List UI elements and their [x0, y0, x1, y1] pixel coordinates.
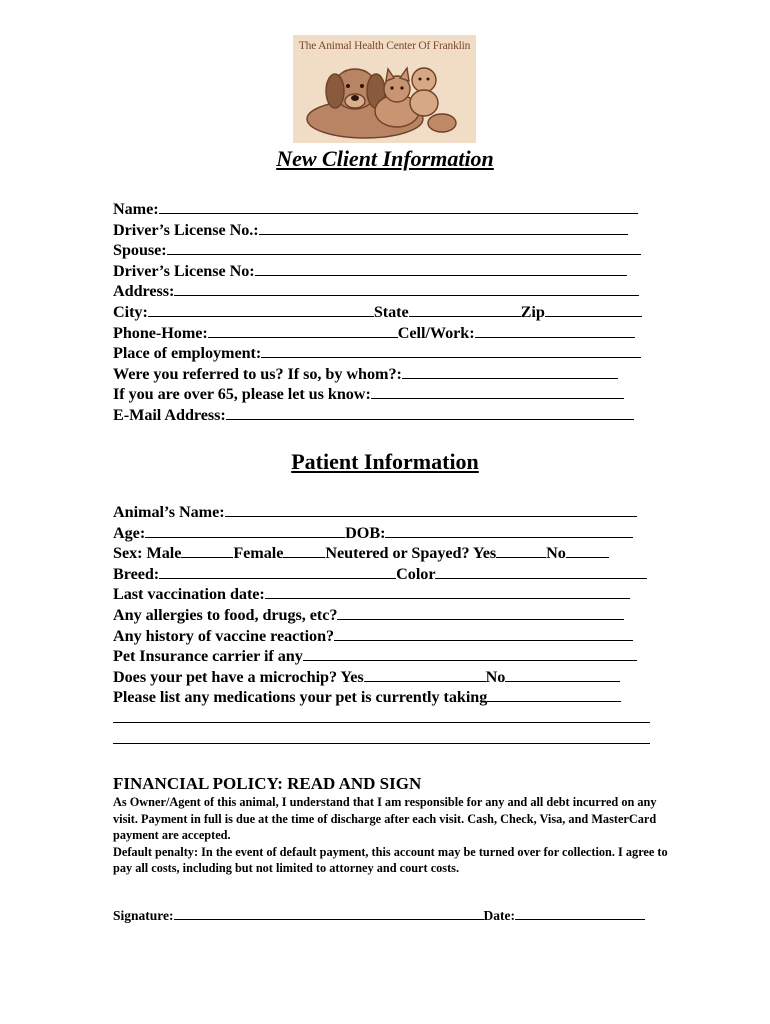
- medications-line-3[interactable]: [113, 729, 650, 744]
- financial-policy-text: [113, 794, 673, 877]
- signature-row: [113, 908, 645, 924]
- microchip-no-label: No: [485, 667, 506, 686]
- breed-field[interactable]: [159, 564, 396, 579]
- vaccination-date-field[interactable]: [265, 584, 630, 599]
- patient-info-title: Patient Information: [291, 449, 479, 474]
- cell-work-field[interactable]: [475, 323, 635, 338]
- phone-home-label: Phone-Home:: [113, 323, 208, 342]
- age-field[interactable]: [145, 523, 345, 538]
- referral-label: Were you referred to us? If so, by whom?:: [113, 364, 402, 383]
- date-field[interactable]: [515, 908, 645, 920]
- microchip-no-field[interactable]: [505, 667, 620, 682]
- animal-name-label: Animal’s Name:: [113, 503, 225, 521]
- email-label: E-Mail Address:: [113, 405, 226, 424]
- name-field[interactable]: [159, 199, 638, 214]
- address-label: Address:: [113, 282, 175, 301]
- medications-field[interactable]: [487, 687, 621, 702]
- state-field[interactable]: [409, 302, 521, 317]
- microchip-yes-field[interactable]: [364, 667, 486, 682]
- neutered-label: Neutered or Spayed? Yes: [325, 544, 497, 563]
- male-field[interactable]: [181, 543, 233, 558]
- vaccine-reaction-label: Any history of vaccine reaction?: [113, 626, 335, 645]
- city-label: City:: [113, 302, 148, 321]
- color-label: Color: [396, 564, 436, 583]
- phone-home-field[interactable]: [208, 323, 398, 338]
- signature-field[interactable]: [174, 908, 484, 920]
- breed-label: Breed:: [113, 564, 160, 583]
- neutered-no-field[interactable]: [566, 543, 609, 558]
- neutered-no-label: No: [546, 544, 566, 563]
- clinic-logo: [293, 35, 476, 143]
- cell-work-label: Cell/Work:: [397, 323, 475, 342]
- state-label: State: [373, 302, 409, 321]
- color-field[interactable]: [435, 564, 647, 579]
- insurance-label: Pet Insurance carrier if any: [113, 647, 303, 666]
- zip-field[interactable]: [545, 302, 642, 317]
- animal-name-field[interactable]: [225, 502, 637, 517]
- spouse-label: Spouse:: [113, 241, 167, 260]
- insurance-field[interactable]: [303, 646, 637, 661]
- name-label: Name:: [113, 200, 159, 218]
- neutered-yes-field[interactable]: [496, 543, 546, 558]
- allergies-field[interactable]: [337, 605, 624, 620]
- vaccine-reaction-field[interactable]: [334, 626, 633, 641]
- financial-paragraph-2: Default penalty: In the event of default payment, this account may be turned over for collection. I agree to pay all costs, including but not limited to attorney and court costs.: [113, 844, 668, 875]
- drivers-license-label: Driver’s License No.:: [113, 220, 259, 239]
- over-65-label: If you are over 65, please let us know:: [113, 385, 371, 404]
- vaccination-date-label: Last vaccination date:: [113, 585, 265, 604]
- age-label: Age:: [113, 523, 146, 542]
- signature-label: Signature:: [113, 908, 174, 923]
- allergies-label: Any allergies to food, drugs, etc?: [113, 605, 338, 624]
- dob-label: DOB:: [345, 523, 386, 542]
- financial-policy-heading: FINANCIAL POLICY: READ AND SIGN: [113, 774, 422, 793]
- employment-label: Place of employment:: [113, 344, 262, 363]
- medications-label: Please list any medications your pet is currently taking: [113, 688, 488, 707]
- sex-male-label: Sex: Male: [113, 544, 182, 563]
- spouse-field[interactable]: [167, 240, 641, 255]
- logo-text: The Animal Health Center Of Franklin: [298, 40, 471, 52]
- microchip-label: Does your pet have a microchip? Yes: [113, 667, 364, 686]
- dob-field[interactable]: [385, 523, 633, 538]
- address-field[interactable]: [174, 281, 639, 296]
- pets-illustration: [293, 53, 476, 143]
- spouse-license-label: Driver’s License No:: [113, 261, 255, 280]
- female-field[interactable]: [283, 543, 325, 558]
- date-label: Date:: [483, 908, 515, 923]
- new-client-title: New Client Information: [276, 146, 494, 171]
- city-field[interactable]: [148, 302, 374, 317]
- spouse-license-field[interactable]: [255, 261, 627, 276]
- financial-paragraph-1: As Owner/Agent of this animal, I understand that I am responsible for any and all debt incurred on any visit. Payment in full is due at the time of discharge after each visit. Cash, Check, Visa, and MasterCard payment are accepted.: [113, 795, 657, 842]
- referral-field[interactable]: [402, 364, 618, 379]
- patient-form: [113, 502, 650, 749]
- email-field[interactable]: [226, 405, 634, 420]
- drivers-license-field[interactable]: [259, 220, 628, 235]
- medications-line-2[interactable]: [113, 708, 650, 723]
- female-label: Female: [233, 544, 284, 563]
- zip-label: Zip: [520, 302, 545, 321]
- client-form: [113, 199, 642, 426]
- over-65-field[interactable]: [371, 384, 624, 399]
- employment-field[interactable]: [261, 343, 641, 358]
